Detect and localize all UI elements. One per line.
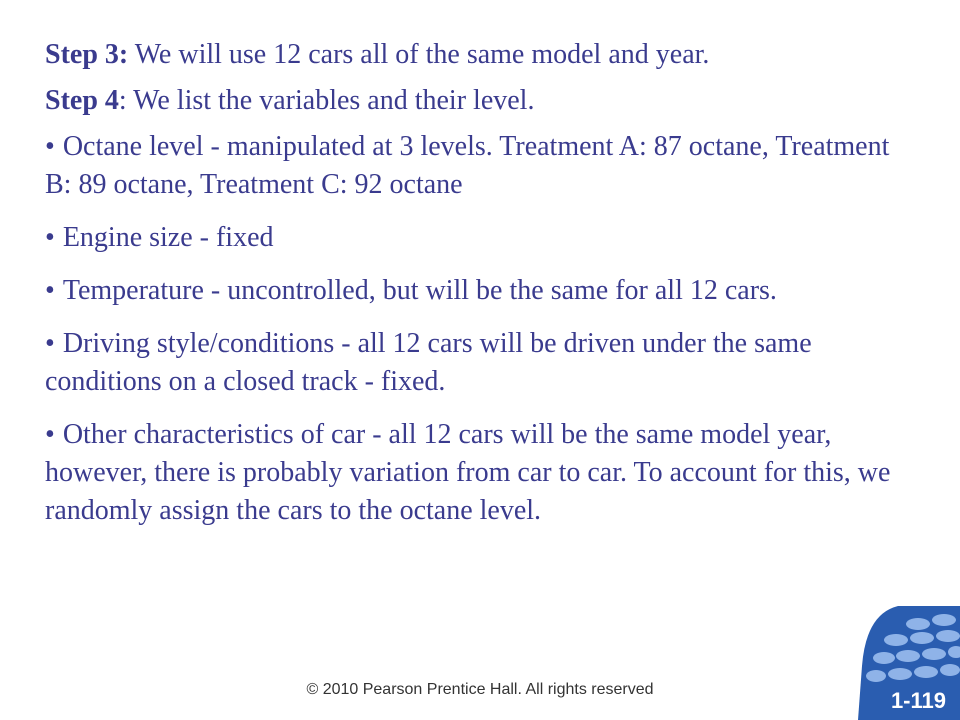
slide-content — [45, 36, 905, 545]
bullet-other-characteristics — [45, 416, 905, 530]
step-3-line — [45, 36, 905, 74]
bullet-dot: • — [45, 275, 55, 306]
bullet-text: Other characteristics of car - all 12 cars will be the same model year, however, there is probably variation from car to car. To account for this, we randomly assign the cars to the octane level. — [45, 419, 891, 526]
bullet-dot: • — [45, 222, 55, 253]
copyright-footer: © 2010 Pearson Prentice Hall. All rights reserved — [306, 681, 654, 698]
bullet-dot: • — [45, 419, 55, 450]
bullet-text: Temperature - uncontrolled, but will be the same for all 12 cars. — [62, 275, 777, 306]
bullet-octane-level — [45, 128, 905, 204]
step-4-text: : We list the variables and their level. — [118, 85, 535, 116]
step-4-line — [45, 82, 905, 120]
bullet-dot: • — [45, 328, 55, 359]
bullet-dot: • — [45, 131, 55, 162]
bullet-temperature — [45, 272, 905, 310]
bullet-text: Engine size - fixed — [62, 222, 274, 253]
bullet-text: Driving style/conditions - all 12 cars will be driven under the same conditions on a closed track - fixed. — [45, 328, 812, 397]
step-3-label: Step 3: — [45, 39, 129, 70]
page-number: 1-119 — [890, 688, 946, 713]
bullet-text: Octane level - manipulated at 3 levels. Treatment A: 87 octane, Treatment B: 89 octane, Treatment C: 92 octane — [45, 131, 890, 200]
step-3-text: We will use 12 cars all of the same model and year. — [128, 39, 710, 70]
step-4-label: Step 4 — [45, 85, 119, 116]
bullet-engine-size — [45, 219, 905, 257]
bullet-driving-style — [45, 325, 905, 401]
